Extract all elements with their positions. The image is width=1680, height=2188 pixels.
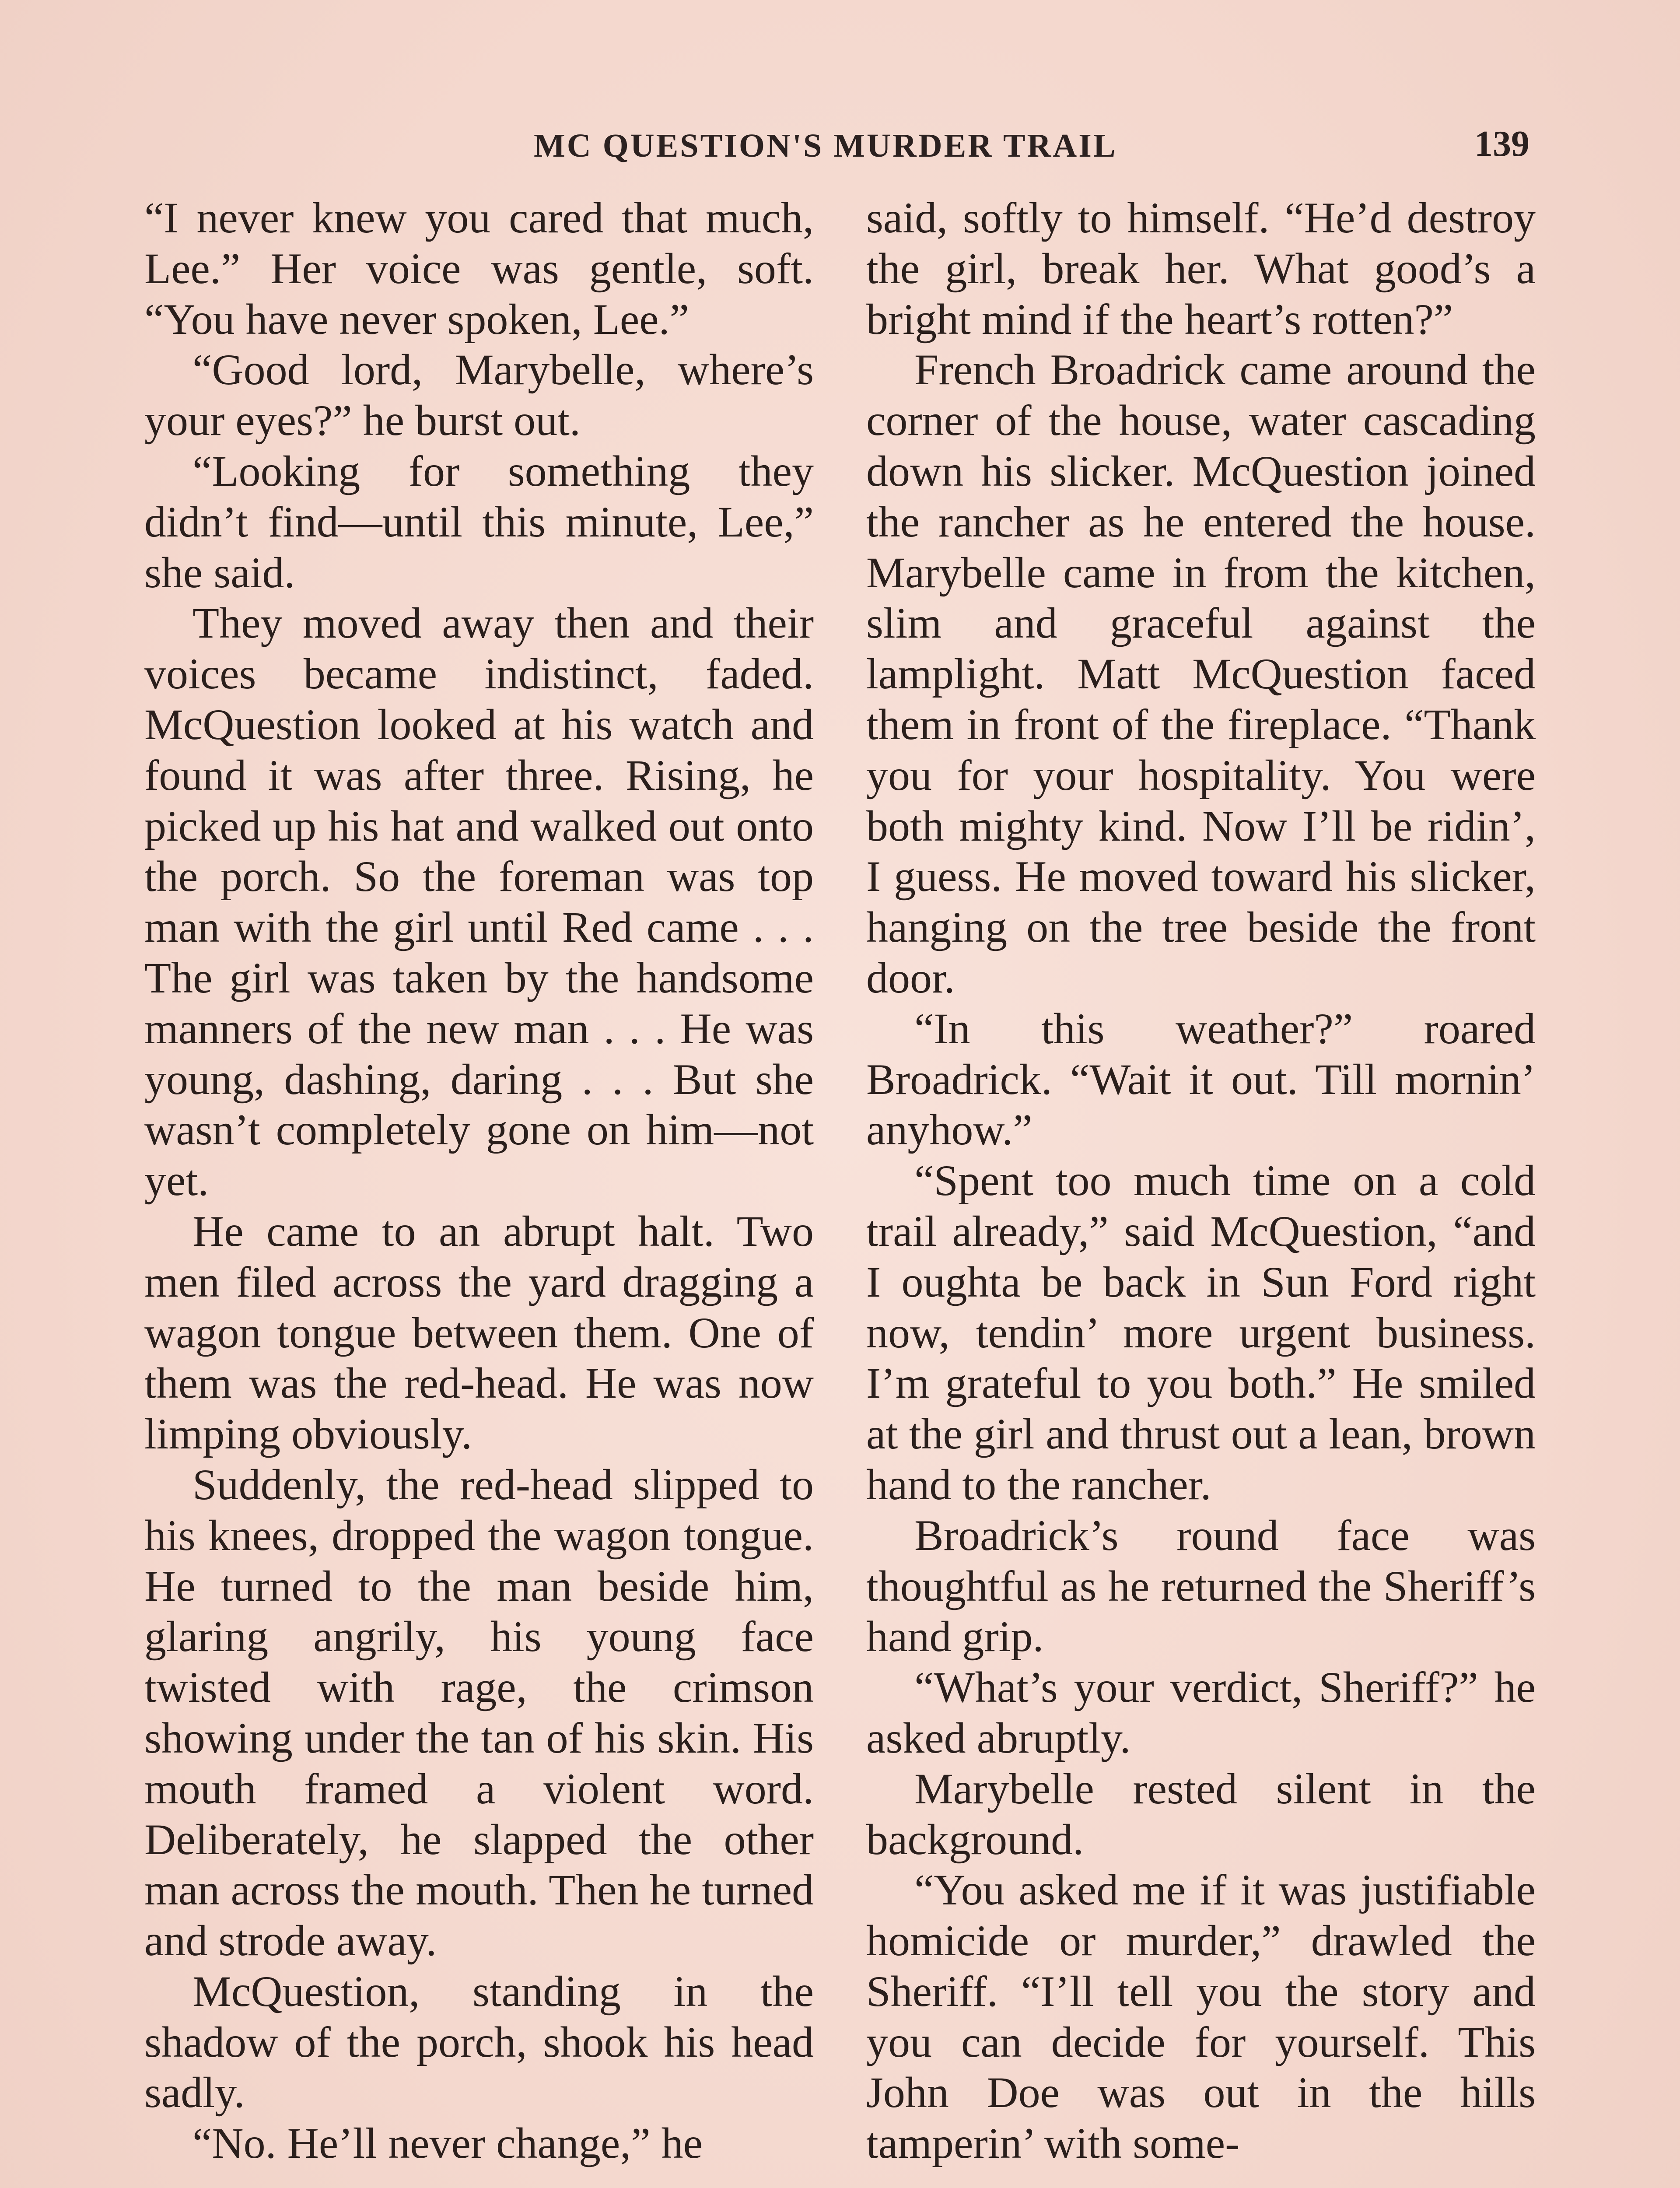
paragraph: McQuestion, standing in the shadow of the porch, shook his head sadly. <box>144 1967 814 2117</box>
paragraph: They moved away then and their voices became indistinct, faded. McQuestion looked at his watch and found it was after three. Rising, he picked up his hat and walked out onto the porch. So the foreman was top man with the girl until Red came . . . The girl was taken by the handsome manners of the new man . . . He was young, dashing, daring . . . But she wasn’t completely gone on him—not yet. <box>144 599 814 1205</box>
paragraph: said, softly to himself. “He’d destroy the girl, break her. What good’s a bright mind if the heart’s rotten?” <box>866 193 1536 344</box>
right-text-column <box>866 193 1536 2169</box>
paragraph: He came to an abrupt halt. Two men filed across the yard dragging a wagon tongue between them. One of them was the red-head. He was now limping obviously. <box>144 1206 814 1459</box>
left-text-column <box>144 193 814 2169</box>
paragraph: “No. He’ll never change,” he <box>192 2119 703 2168</box>
paragraph: Suddenly, the red-head slipped to his knees, dropped the wagon tongue. He turned to the man beside him, glaring angrily, his young face twisted with rage, the crimson showing under the tan of his skin. His mouth framed a violent word. Deliberately, he slapped the other man across the mouth. Then he turned and strode away. <box>144 1460 814 1965</box>
paragraph: “Good lord, Marybelle, where’s your eyes?” he burst out. <box>144 345 814 445</box>
page-number: 139 <box>1474 123 1530 164</box>
paragraph: Marybelle rested silent in the background. <box>866 1764 1536 1864</box>
paragraph: “Spent too much time on a cold trail already,” said McQuestion, “and I oughta be back in Sun Ford right now, tendin’ more urgent business. I’m grateful to you both.” He smiled at the girl and thrust out a lean, brown hand to the rancher. <box>866 1156 1536 1509</box>
paragraph: “What’s your verdict, Sheriff?” he asked abruptly. <box>866 1663 1536 1762</box>
paragraph: “You asked me if it was justifiable homicide or murder,” drawled the Sheriff. “I’ll tell you the story and you can decide for yourself. This John Doe was out in the hills tamperin’ with some- <box>866 1865 1536 2168</box>
paragraph: “I never knew you cared that much, Lee.” Her voice was gentle, soft. “You have never spoken, Lee.” <box>144 193 814 344</box>
paragraph: “Looking for something they didn’t find—until this minute, Lee,” she said. <box>144 446 814 597</box>
paragraph: Broadrick’s round face was thoughtful as he returned the Sheriff’s hand grip. <box>866 1511 1536 1661</box>
paragraph: “In this weather?” roared Broadrick. “Wait it out. Till mornin’ anyhow.” <box>866 1004 1536 1154</box>
paragraph: French Broadrick came around the corner of the house, water cascading down his slicker. McQuestion joined the rancher as he entered the house. Marybelle came in from the kitchen, slim and graceful against the lamplight. Matt McQuestion faced them in front of the fireplace. “Thank you for your hospitality. You were both mighty kind. Now I’ll be ridin’, I guess. He moved toward his slicker, hanging on the tree beside the front door. <box>866 345 1536 1002</box>
running-title: MC QUESTION'S MURDER TRAIL <box>534 127 1117 164</box>
